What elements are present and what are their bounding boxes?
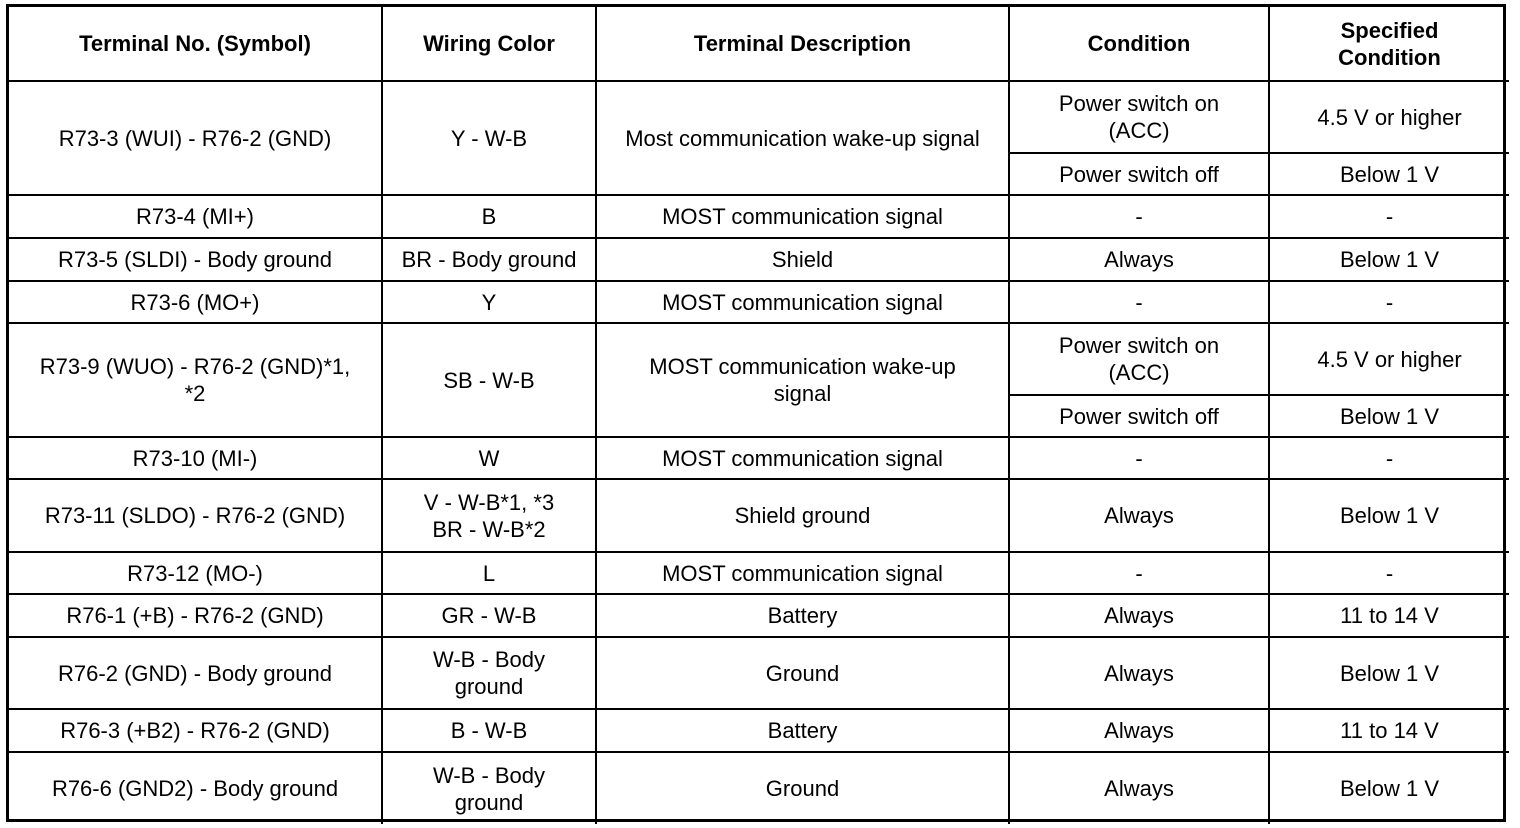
table-row (9, 752, 1509, 824)
wiring-color-cell: W-B - Body ground (382, 752, 596, 824)
condition-cell: Always (1009, 594, 1269, 637)
table-row (9, 281, 1509, 323)
terminal-cell: R73-6 (MO+) (9, 281, 382, 323)
terminal-cell: R73-9 (WUO) - R76-2 (GND)*1, *2 (9, 323, 382, 437)
wiring-color-cell: B (382, 195, 596, 238)
specified-condition-cell: - (1269, 552, 1509, 594)
specified-condition-cell: 11 to 14 V (1269, 594, 1509, 637)
terminal-description-cell: Battery (596, 594, 1009, 637)
specified-condition-cell: Below 1 V (1269, 479, 1509, 552)
condition-cell: - (1009, 552, 1269, 594)
condition-cell: - (1009, 281, 1269, 323)
table-row (9, 238, 1509, 281)
terminal-description-cell: Ground (596, 637, 1009, 709)
specified-condition-cell: Below 1 V (1269, 153, 1509, 195)
wiring-color-cell: W-B - Body ground (382, 637, 596, 709)
terminal-cell: R76-2 (GND) - Body ground (9, 637, 382, 709)
terminal-description-cell: MOST communication signal (596, 195, 1009, 238)
wiring-color-cell: B - W-B (382, 709, 596, 752)
header-specified-condition: Specified Condition (1269, 7, 1509, 81)
terminal-description-cell: MOST communication signal (596, 552, 1009, 594)
table-row (9, 594, 1509, 637)
specified-condition-cell: 11 to 14 V (1269, 709, 1509, 752)
header-condition: Condition (1009, 7, 1269, 81)
condition-cell: Always (1009, 238, 1269, 281)
specified-condition-cell: 4.5 V or higher (1269, 81, 1509, 153)
condition-cell: Always (1009, 709, 1269, 752)
specified-condition-cell: 4.5 V or higher (1269, 323, 1509, 395)
specified-condition-cell: Below 1 V (1269, 637, 1509, 709)
condition-cell: Always (1009, 752, 1269, 824)
terminal-description-cell: MOST communication wake-up signal (596, 323, 1009, 437)
specified-condition-cell: Below 1 V (1269, 395, 1509, 437)
condition-cell: - (1009, 195, 1269, 238)
header-wiring-color: Wiring Color (382, 7, 596, 81)
terminal-description-cell: Most communication wake-up signal (596, 81, 1009, 195)
header-terminal: Terminal No. (Symbol) (9, 7, 382, 81)
condition-cell: Always (1009, 637, 1269, 709)
wiring-color-cell: W (382, 437, 596, 479)
terminal-description-cell: Shield ground (596, 479, 1009, 552)
condition-cell: Always (1009, 479, 1269, 552)
terminal-spec-table-frame (6, 4, 1506, 822)
condition-cell: Power switch off (1009, 395, 1269, 437)
wiring-color-cell: L (382, 552, 596, 594)
terminal-description-cell: MOST communication signal (596, 437, 1009, 479)
header-terminal-description: Terminal Description (596, 7, 1009, 81)
condition-cell: Power switch off (1009, 153, 1269, 195)
terminal-cell: R73-12 (MO-) (9, 552, 382, 594)
terminal-cell: R76-3 (+B2) - R76-2 (GND) (9, 709, 382, 752)
terminal-description-cell: Ground (596, 752, 1009, 824)
wiring-color-cell: BR - Body ground (382, 238, 596, 281)
table-body (9, 7, 1509, 824)
terminal-description-cell: MOST communication signal (596, 281, 1009, 323)
table-row (9, 437, 1509, 479)
terminal-cell: R76-1 (+B) - R76-2 (GND) (9, 594, 382, 637)
terminal-cell: R73-4 (MI+) (9, 195, 382, 238)
terminal-description-cell: Shield (596, 238, 1009, 281)
wiring-color-cell: V - W-B*1, *3 BR - W-B*2 (382, 479, 596, 552)
specified-condition-cell: - (1269, 281, 1509, 323)
table-row (9, 195, 1509, 238)
condition-cell: Power switch on (ACC) (1009, 81, 1269, 153)
terminal-cell: R73-10 (MI-) (9, 437, 382, 479)
terminal-cell: R73-3 (WUI) - R76-2 (GND) (9, 81, 382, 195)
terminal-cell: R73-5 (SLDI) - Body ground (9, 238, 382, 281)
specified-condition-cell: Below 1 V (1269, 752, 1509, 824)
wiring-color-cell: SB - W-B (382, 323, 596, 437)
condition-cell: Power switch on (ACC) (1009, 323, 1269, 395)
table-row (9, 81, 1509, 153)
header-row (9, 7, 1509, 81)
condition-cell: - (1009, 437, 1269, 479)
wiring-color-cell: Y (382, 281, 596, 323)
specified-condition-cell: - (1269, 195, 1509, 238)
table-row (9, 479, 1509, 552)
table-row (9, 552, 1509, 594)
specified-condition-cell: - (1269, 437, 1509, 479)
table-row (9, 323, 1509, 395)
specified-condition-cell: Below 1 V (1269, 238, 1509, 281)
table-row (9, 709, 1509, 752)
terminal-cell: R73-11 (SLDO) - R76-2 (GND) (9, 479, 382, 552)
terminal-cell: R76-6 (GND2) - Body ground (9, 752, 382, 824)
table-row (9, 637, 1509, 709)
wiring-color-cell: GR - W-B (382, 594, 596, 637)
terminal-description-cell: Battery (596, 709, 1009, 752)
terminal-spec-table (9, 7, 1509, 824)
wiring-color-cell: Y - W-B (382, 81, 596, 195)
